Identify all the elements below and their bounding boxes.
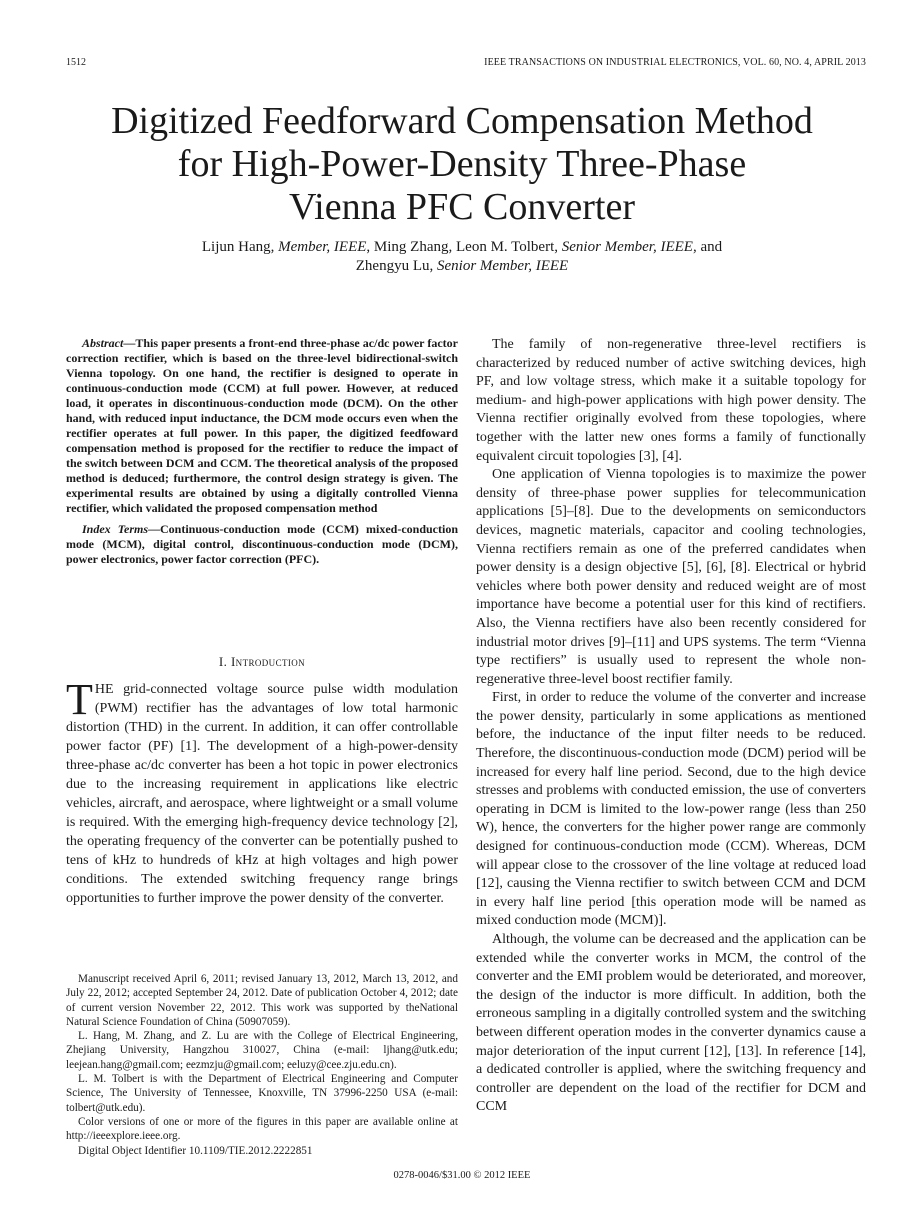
index-terms-text: —Continuous-conduction mode (CCM) mixed-conduction mode (MCM), digital control, discontinuous-conduction mode (DCM), power electronics, power factor correction (PFC). bbox=[66, 522, 458, 566]
section-number: I. bbox=[218, 654, 228, 669]
footnote-manuscript: Manuscript received April 6, 2011; revised January 13, 2012, March 13, 2012, and July 22, 2012; accepted September 24, 2012. Date of publication October 4, 2012; date of current version November 22, 2012. This work was supported by theNational Natural Science Foundation of China (50907059). bbox=[66, 973, 458, 1028]
abstract-block bbox=[66, 336, 458, 567]
abstract-text: —This paper presents a front-end three-phase ac/dc power factor correction rectifier, which is based on the three-level bidirectional-switch Vienna topology. On one hand, the rectifier is designed to operate in continuous-conduction mode (CCM) at full power. However, at reduced load, it operates in discontinuous-conduction mode (DCM). On the other hand, with reduced input inductance, the DCM mode occurs even when the rectifier operates at full power. In this paper, the digitized feedfoward compensation method is proposed for the rectifier to reduce the impact of the switch between DCM and CCM. The theoretical analysis of the proposed method is deduced; furthermore, the control design strategy is given. The experimental results are obtained by using a digitally controlled Vienna rectifier, which validated the proposed compensation method bbox=[66, 336, 458, 515]
right-paragraph-1: The family of non-regenerative three-level rectifiers is characterized by reduced number of active switching devices, high PF, and low voltage stress, which make it a suitable topology for medium- and high-power applications with high power density. The Vienna rectifier originally evolved from these topologies, where together with the latter new ones forms a family of functionally equivalent circuit topologies [3], [4]. bbox=[476, 337, 866, 464]
title-line-3: Vienna PFC Converter bbox=[288, 186, 635, 228]
intro-paragraph bbox=[66, 675, 458, 908]
author-2-names: , Ming Zhang, Leon M. Tolbert, bbox=[366, 239, 558, 255]
footnote-color-note: Color versions of one or more of the figures in this paper are available online at http://ieeexplore.ieee.org. bbox=[66, 1115, 458, 1143]
author-and: , and bbox=[692, 239, 723, 255]
index-terms-paragraph bbox=[66, 522, 458, 567]
author-list bbox=[0, 238, 924, 276]
right-paragraph-4: Although, the volume can be decreased and the application can be extended while the converter works in MCM, the control of the converter and the EMI problem would be deteriorated, and moreover, the design of the inductor is more difficult. In addition, both the erroneous sampling in a digitally controlled system and the switching between different operation modes in the converter dynamics cause a major deterioration of the input current [12], [13]. In reference [14], a dedicated controller is applied, where the switching frequency and controller are dependent on the load of the rectifier for DCM and CCM bbox=[476, 932, 866, 1115]
abstract-label: Abstract bbox=[82, 336, 124, 350]
index-terms-label: Index Terms bbox=[82, 522, 148, 536]
right-paragraph-2: One application of Vienna topologies is to maximize the power density of three-phase power supplies for telecommunication applications [5]–[8]. Due to the developments on semiconductors devices, magnetic materials, capacitor and cooling technologies, Vienna rectifiers remain as one of the preferred candidates when power density is a design objective [5], [6], [8]. Electrical or hybrid vehicles where both power density and reduced weight are of most importance have become a potential user for this kind of rectifiers. Also, the Vienna rectifiers have also been recently considered for industrial motor drives [9]–[11] and UPS systems. The term “Vienna type rectifiers” is usually used to represent the whole non-regenerative three-level boost rectifier family. bbox=[476, 467, 866, 687]
intro-block bbox=[66, 675, 458, 908]
footnotes-block bbox=[66, 972, 458, 1158]
author-line-1 bbox=[0, 238, 924, 257]
paper-title bbox=[0, 100, 924, 229]
title-line-1: Digitized Feedforward Compensation Method bbox=[111, 100, 813, 142]
title-line-2: for High-Power-Density Three-Phase bbox=[177, 143, 747, 185]
section-heading bbox=[66, 654, 458, 670]
author-4-name: Zhengyu Lu, bbox=[355, 258, 434, 274]
page-number: 1512 bbox=[66, 57, 86, 68]
footnote-affiliation-2: L. M. Tolbert is with the Department of Electrical Engineering and Computer Science, The University of Tennessee, Knoxville, TN 37996-2250 USA (e-mail: tolbert@utk.edu). bbox=[66, 1073, 458, 1114]
author-1-role: Member, IEEE bbox=[278, 239, 367, 255]
footnote-doi: Digital Object Identifier 10.1109/TIE.2012.2222851 bbox=[78, 1144, 313, 1157]
right-column bbox=[476, 336, 866, 1117]
abstract-paragraph bbox=[66, 336, 458, 516]
section-title: Introduction bbox=[230, 654, 306, 669]
copyright-footer: 0278-0046/$31.00 © 2012 IEEE bbox=[393, 1170, 531, 1181]
journal-header: IEEE TRANSACTIONS ON INDUSTRIAL ELECTRONICS, VOL. 60, NO. 4, APRIL 2013 bbox=[484, 57, 866, 68]
author-1-name: Lijun Hang, bbox=[201, 239, 275, 255]
author-line-2 bbox=[0, 257, 924, 276]
footnote-affiliation-1: L. Hang, M. Zhang, and Z. Lu are with the College of Electrical Engineering, Zhejiang University, Hangzhou 310027, China (e-mail: ljhang@utk.edu; leejean.hang@gmail.com; eezmzju@gmail.com; eeluzy@cee.zju.edu.cn). bbox=[66, 1030, 458, 1071]
intro-text: HE grid-connected voltage source pulse width modulation (PWM) rectifier has the advantages of low total harmonic distortion (THD) in the current. In addition, it can offer controllable power factor (PF) [1]. The development of a high-power-density three-phase ac/dc converter has been a hot topic in power electronics due to the increasing requirement in applications like electric vehicles, aircraft, and aerospace, where lightweight or a small volume is required. With the emerging high-frequency device technology [2], the operating frequency of the converter can be potentially pushed to tens of kHz to hundreds of kHz at high voltages and high power conditions. The extended switching frequency range brings opportunities to further improve the power density of the converter. bbox=[66, 682, 458, 906]
author-3-role: Senior Member, IEEE bbox=[561, 239, 693, 255]
drop-cap: T bbox=[66, 675, 93, 724]
author-4-role: Senior Member, IEEE bbox=[437, 258, 569, 274]
right-paragraph-3: First, in order to reduce the volume of the converter and increase the power density, particularly in some applications as mentioned before, the inductance of the input filter needs to be reduced. Therefore, the discontinuous-conduction mode (DCM) period will be increased for every half line period. Second, due to the high device stresses and problems with conducted emission, the use of converters operating in DCM is limited to the low-power range (less than 250 W), hence, the converters for the higher power range are commonly designed for continuous-conduction mode (CCM). Whereas, DCM will appear close to the crossover of the line voltage at reduced load [12], causing the Vienna rectifier to switch between CCM and DCM in every half line period [this operation mode will be named as mixed conduction mode (MCM)]. bbox=[476, 690, 866, 929]
